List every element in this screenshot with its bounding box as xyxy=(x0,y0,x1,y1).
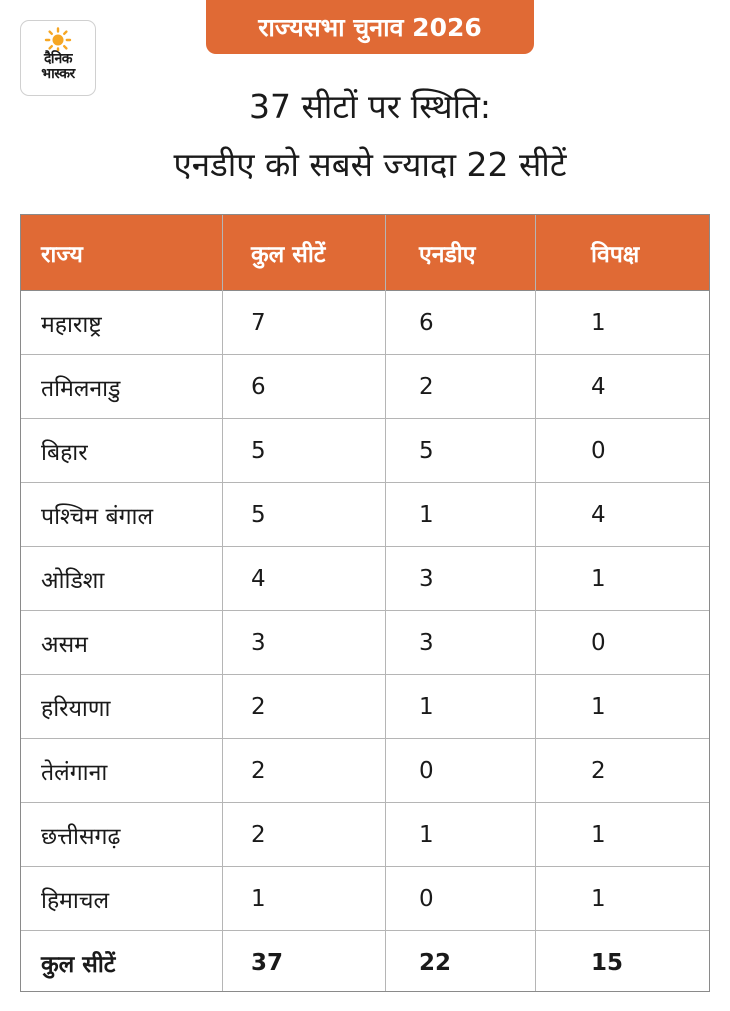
total-seats-cell: 4 xyxy=(251,566,266,592)
total-seats-cell: 37 xyxy=(251,950,284,976)
state-cell: महाराष्ट्र xyxy=(41,312,102,338)
header-opposition: विपक्ष xyxy=(591,242,640,268)
opposition-cell: 15 xyxy=(591,950,624,976)
table-row xyxy=(21,611,709,675)
opposition-cell: 2 xyxy=(591,758,606,784)
state-cell: बिहार xyxy=(41,440,88,466)
total-seats-cell: 7 xyxy=(251,310,266,336)
table-row xyxy=(21,675,709,739)
table-row xyxy=(21,291,709,355)
sun-icon xyxy=(43,27,73,51)
table-row xyxy=(21,867,709,931)
nda-cell: 2 xyxy=(419,374,434,400)
opposition-cell: 0 xyxy=(591,630,606,656)
table-row xyxy=(21,355,709,419)
total-row xyxy=(21,931,709,995)
total-seats-cell: 2 xyxy=(251,822,266,848)
election-badge: राज्यसभा चुनाव 2026 xyxy=(206,0,534,54)
header-state: राज्य xyxy=(41,242,83,268)
opposition-cell: 0 xyxy=(591,438,606,464)
total-seats-cell: 1 xyxy=(251,886,266,912)
opposition-cell: 1 xyxy=(591,310,606,336)
table-row xyxy=(21,739,709,803)
dainik-bhaskar-logo xyxy=(20,20,96,96)
total-seats-cell: 2 xyxy=(251,694,266,720)
header-nda: एनडीए xyxy=(419,242,476,268)
header-total-seats: कुल सीटें xyxy=(251,242,326,268)
headline-line-2: एनडीए को सबसे ज्यादा 22 सीटें xyxy=(173,145,567,184)
brand-line-1: दैनिक xyxy=(43,51,73,67)
table-row xyxy=(21,803,709,867)
total-seats-cell: 5 xyxy=(251,502,266,528)
nda-cell: 3 xyxy=(419,630,434,656)
table-row xyxy=(21,419,709,483)
nda-cell: 5 xyxy=(419,438,434,464)
total-seats-cell: 6 xyxy=(251,374,266,400)
total-seats-cell: 5 xyxy=(251,438,266,464)
column-divider xyxy=(385,215,386,991)
nda-cell: 1 xyxy=(419,822,434,848)
state-cell: हिमाचल xyxy=(41,888,110,914)
opposition-cell: 1 xyxy=(591,566,606,592)
state-cell: हरियाणा xyxy=(41,696,111,722)
nda-cell: 1 xyxy=(419,694,434,720)
opposition-cell: 4 xyxy=(591,502,606,528)
table-header xyxy=(21,215,709,291)
total-seats-cell: 3 xyxy=(251,630,266,656)
nda-cell: 0 xyxy=(419,758,434,784)
total-seats-cell: 2 xyxy=(251,758,266,784)
nda-cell: 3 xyxy=(419,566,434,592)
opposition-cell: 1 xyxy=(591,694,606,720)
state-cell: तेलंगाना xyxy=(41,760,108,786)
state-cell: तमिलनाडु xyxy=(41,376,121,402)
nda-cell: 0 xyxy=(419,886,434,912)
table-row xyxy=(21,547,709,611)
nda-cell: 22 xyxy=(419,950,452,976)
state-cell: असम xyxy=(41,632,88,658)
opposition-cell: 1 xyxy=(591,886,606,912)
opposition-cell: 1 xyxy=(591,822,606,848)
brand-line-2: भास्कर xyxy=(41,66,75,82)
nda-cell: 1 xyxy=(419,502,434,528)
seat-table xyxy=(20,214,710,992)
total-label: कुल सीटें xyxy=(41,952,116,978)
state-cell: पश्चिम बंगाल xyxy=(41,504,154,530)
headline-line-1: 37 सीटों पर स्थिति: xyxy=(248,87,492,126)
state-cell: ओडिशा xyxy=(41,568,105,594)
opposition-cell: 4 xyxy=(591,374,606,400)
table-row xyxy=(21,483,709,547)
nda-cell: 6 xyxy=(419,310,434,336)
state-cell: छत्तीसगढ़ xyxy=(41,824,121,850)
column-divider xyxy=(535,215,536,991)
column-divider xyxy=(222,215,223,991)
